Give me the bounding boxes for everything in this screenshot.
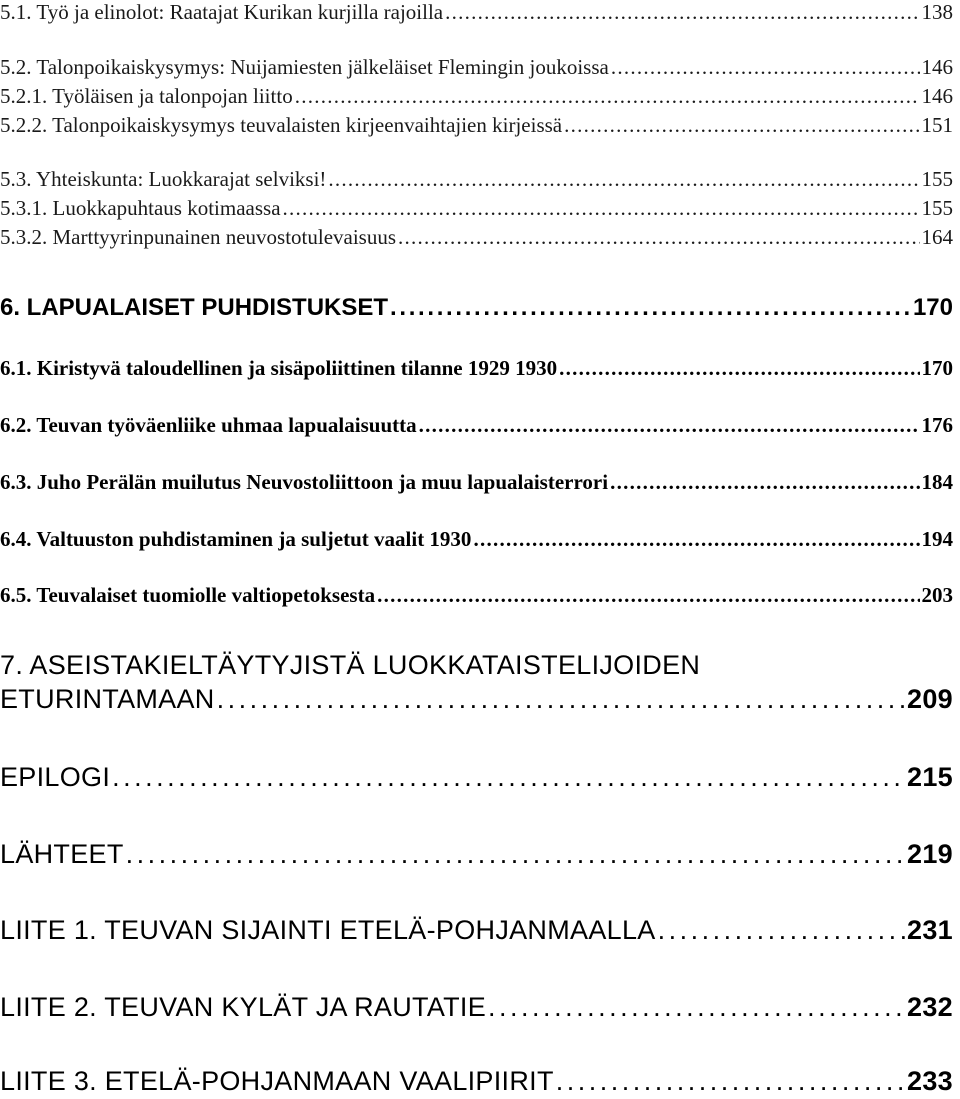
toc-entry[interactable] [0, 167, 953, 192]
toc-entry-page: 194 [921, 527, 953, 551]
toc-entry-label: LIITE 3. ETELÄ-POHJANMAAN VAALIPIIRIT [0, 1066, 554, 1096]
toc-entry-label: 5.2.2. Talonpoikaiskysymys teuvalaisten kirjeenvaihtajien kirjeissä [0, 113, 563, 137]
toc-entry[interactable] [0, 196, 953, 221]
toc-entry-label: 5.3.2. Marttyyrinpunainen neuvostotulevaisuus [0, 225, 397, 249]
toc-entry-label: 5.3.1. Luokkapuhtaus kotimaassa [0, 196, 281, 220]
toc-entry-label: ETURINTAMAAN [0, 684, 215, 714]
toc-entry-page: 176 [921, 413, 953, 437]
toc-entry-page: 215 [907, 762, 953, 792]
toc-entry-label: 6.2. Teuvan työväenliike uhmaa lapualaisuutta [0, 413, 417, 437]
toc-entry-page: 164 [921, 225, 953, 249]
toc-entry[interactable] [0, 583, 953, 608]
dot-leader [658, 915, 905, 946]
toc-entry-label: LIITE 1. TEUVAN SIJAINTI ETELÄ-POHJANMAALLA [0, 915, 656, 945]
toc-entry-label: 6.5. Teuvalaiset tuomiolle valtiopetoksesta [0, 583, 376, 607]
dot-leader [295, 84, 920, 109]
toc-entry-label: 6.4. Valtuuston puhdistaminen ja suljetut vaalit 1930 [0, 527, 472, 551]
toc-entry-label: 5.3. Yhteiskunta: Luokkarajat selviksi! [0, 167, 327, 191]
toc-entry-label: 5.1. Työ ja elinolot: Raatajat Kurikan kurjilla rajoilla [0, 0, 444, 24]
toc-entry-page: 184 [921, 470, 953, 494]
dot-leader [556, 1066, 905, 1097]
dot-leader [419, 413, 920, 438]
toc-entry-page: 233 [907, 1066, 953, 1096]
dot-leader [217, 684, 905, 715]
toc-entry[interactable] [0, 413, 953, 438]
toc-chapter-heading-line: 7. ASEISTAKIELTÄYTYJISTÄ LUOKKATAISTELIJOIDEN [0, 650, 701, 680]
toc-entry-label: EPILOGI [0, 762, 111, 792]
toc-entry-label: 6. LAPUALAISET PUHDISTUKSET [0, 294, 389, 321]
dot-leader [611, 55, 920, 80]
toc-entry-page: 209 [907, 684, 953, 714]
toc-entry[interactable] [0, 113, 953, 138]
toc-chapter-entry[interactable] [0, 294, 953, 322]
toc-entry-label: LIITE 2. TEUVAN KYLÄT JA RAUTATIE [0, 992, 487, 1022]
toc-entry-page: 155 [921, 196, 953, 220]
toc-entry-page: 170 [921, 356, 953, 380]
toc-entry[interactable] [0, 0, 953, 25]
toc-entry-label: 5.2.1. Työläisen ja talonpojan liitto [0, 84, 293, 108]
toc-entry[interactable] [0, 356, 953, 381]
toc-entry-page: 219 [907, 839, 953, 869]
toc-entry-page: 170 [912, 294, 953, 321]
toc-entry[interactable] [0, 527, 953, 552]
toc-entry-page: 203 [921, 583, 953, 607]
toc-entry[interactable] [0, 55, 953, 80]
dot-leader [559, 356, 919, 381]
toc-entry-page: 138 [921, 0, 953, 24]
toc-entry-page: 151 [921, 113, 953, 137]
toc-entry-label: LÄHTEET [0, 839, 124, 869]
toc-chapter-entry[interactable] [0, 915, 953, 946]
dot-leader [445, 0, 919, 25]
toc-entry-page: 155 [921, 167, 953, 191]
dot-leader [390, 294, 911, 322]
toc-entry-page: 232 [907, 992, 953, 1022]
dot-leader [610, 470, 919, 495]
toc-entry[interactable] [0, 84, 953, 109]
toc-entry-label: 6.3. Juho Perälän muilutus Neuvostoliittoon ja muu lapualaisterrori [0, 470, 609, 494]
dot-leader [377, 583, 919, 608]
toc-chapter-entry[interactable] [0, 1066, 953, 1097]
toc-chapter-entry[interactable] [0, 992, 953, 1023]
toc-chapter-entry[interactable] [0, 684, 953, 715]
toc-entry[interactable] [0, 225, 953, 250]
toc-entry[interactable] [0, 470, 953, 495]
toc-entry-label: 5.2. Talonpoikaiskysymys: Nuijamiesten jälkeläiset Flemingin joukoissa [0, 55, 609, 79]
dot-leader [564, 113, 919, 138]
toc-entry-page: 146 [921, 55, 953, 79]
toc-entry-page: 231 [907, 915, 953, 945]
dot-leader [488, 992, 905, 1023]
dot-leader [126, 839, 905, 870]
dot-leader [398, 225, 919, 250]
dot-leader [328, 167, 919, 192]
toc-chapter-entry[interactable] [0, 839, 953, 870]
toc-chapter-entry[interactable] [0, 762, 953, 793]
dot-leader [473, 527, 919, 552]
dot-leader [112, 762, 905, 793]
toc-entry-page: 146 [921, 84, 953, 108]
dot-leader [283, 196, 920, 221]
toc-entry-label: 6.1. Kiristyvä taloudellinen ja sisäpoliittinen tilanne 1929 1930 [0, 356, 558, 380]
